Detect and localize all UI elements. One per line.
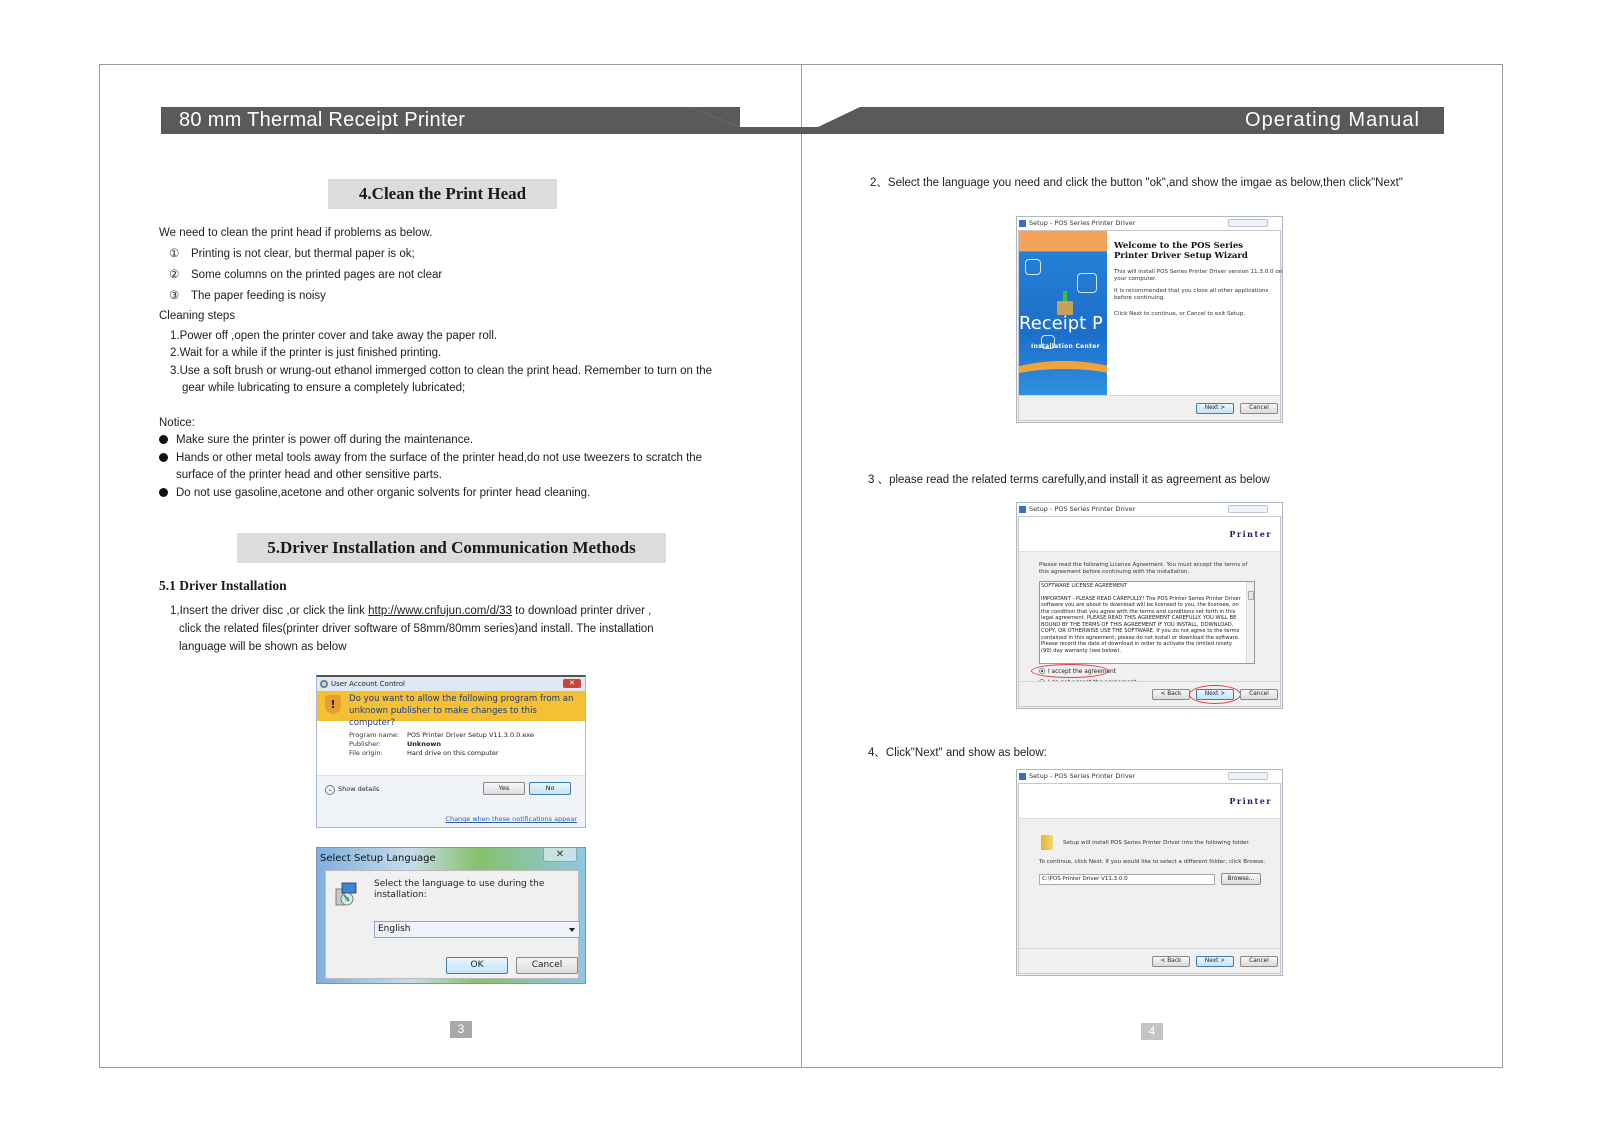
notice-text: Make sure the printer is power off during the maintenance. <box>176 434 474 446</box>
wizard-body <box>1019 819 1280 948</box>
cleaning-step-3-cont: gear while lubricating to ensure a completely lubricated; <box>182 382 466 394</box>
uac-row-label: Program name: <box>349 731 400 739</box>
license-heading: SOFTWARE LICENSE AGREEMENT <box>1041 583 1128 589</box>
step-4-text: 4、Click"Next" and show as below: <box>868 747 1047 759</box>
problem-text: Some columns on the printed pages are not clear <box>191 269 443 281</box>
welcome-paragraph-3: Click Next to continue, or Cancel to exit Setup. <box>1114 311 1246 317</box>
wizard-footer <box>1019 395 1280 420</box>
cancel-button[interactable]: Cancel <box>516 957 578 974</box>
chevron-down-icon: ⌄ <box>325 785 335 795</box>
cancel-button[interactable]: Cancel <box>1240 689 1278 700</box>
wizard-banner-image <box>1019 231 1107 401</box>
section-5-title: 5.Driver Installation and Communication Methods <box>237 533 666 563</box>
uac-title: User Account Control <box>331 680 405 688</box>
show-details-label: Show details <box>338 785 380 793</box>
problem-item-2 <box>169 268 442 282</box>
install-path-input[interactable]: C:\POS Printer Driver V11.3.0.0 <box>1039 874 1215 885</box>
uac-row-program <box>349 731 585 740</box>
uac-row-value: POS Printer Driver Setup V11.3.0.0.exe <box>407 731 534 739</box>
section-4-title: 4.Clean the Print Head <box>328 179 557 209</box>
next-button[interactable]: Next > <box>1196 956 1234 967</box>
setup-wizard-license <box>1016 502 1283 709</box>
page-number-left: 3 <box>450 1021 472 1038</box>
ok-button[interactable]: OK <box>446 957 508 974</box>
header-right-band <box>912 107 1444 134</box>
uac-row-value: Unknown <box>407 740 441 748</box>
install-step-1 <box>170 604 651 618</box>
setup-wizard-folder <box>1016 769 1283 976</box>
uac-question-line2: unknown publisher to make changes to this computer? <box>349 706 537 728</box>
notice-item-3 <box>159 486 590 500</box>
uac-dialog <box>316 675 586 828</box>
uac-row-label: File origin: <box>349 749 383 757</box>
bullet-icon <box>159 488 168 497</box>
back-button[interactable]: < Back <box>1152 956 1190 967</box>
dropdown-arrow-icon <box>569 928 575 932</box>
bullet-icon <box>159 453 168 462</box>
driver-download-link[interactable]: http://www.cnfujun.com/d/33 <box>368 605 512 617</box>
window-controls[interactable] <box>1228 505 1268 513</box>
banner-subtext: Installation Center <box>1031 343 1100 350</box>
lang-message-line1: Select the language to use during the <box>374 879 545 889</box>
printer-brand-logo: Printer <box>1229 796 1272 806</box>
license-intro: Please read the following License Agreement. You must accept the terms of this agreement before continuing with the installation. <box>1039 562 1248 575</box>
problem-marker: ② <box>169 269 180 281</box>
page-spine <box>801 64 802 1068</box>
uac-details <box>317 721 585 775</box>
welcome-heading-line2: Printer Driver Setup Wizard <box>1114 251 1248 261</box>
browse-button[interactable]: Browse... <box>1221 873 1261 885</box>
welcome-paragraph-1: This will install POS Series Printer Driver version 11.3.0.0 on your computer. <box>1114 269 1283 282</box>
wizard-title-bar <box>1017 770 1282 783</box>
wizard-footer <box>1019 681 1280 706</box>
accept-label: I accept the agreement <box>1048 669 1116 675</box>
folder-line-1: Setup will install POS Series Printer Driver into the following folder. <box>1063 840 1250 846</box>
lang-dialog-body <box>325 870 579 979</box>
problem-text: The paper feeding is noisy <box>191 290 326 302</box>
setup-wizard-welcome <box>1016 216 1283 423</box>
notice-item-2-cont: surface of the printer head and other sensitive parts. <box>176 469 442 481</box>
next-button[interactable]: Next > <box>1196 403 1234 414</box>
welcome-paragraph-2: It is recommended that you close all other applications before continuing. <box>1114 288 1269 301</box>
header-band-connector <box>690 107 912 134</box>
back-button[interactable]: < Back <box>1152 689 1190 700</box>
license-textbox[interactable] <box>1039 581 1255 664</box>
window-controls[interactable] <box>1228 772 1268 780</box>
problem-item-1 <box>169 247 415 261</box>
cleaning-steps-label: Cleaning steps <box>159 310 236 322</box>
header-right-title: Operating Manual <box>1245 109 1420 131</box>
yes-button[interactable]: Yes <box>483 782 525 795</box>
problem-item-3 <box>169 289 326 303</box>
license-body: IMPORTANT - PLEASE READ CAREFULLY! The POS Printer Series Printer Driver software you are about to download will be licensed to you, the licensee, on the condition that you agree with the terms and conditions set forth in this legal agreement. PLEASE READ THIS AGREEMENT CAREFULLY. YOU WILL BE BOUND BY THE TERMS OF THIS AGREEMENT IF YOU INSTALL, DOWNLOAD, COPY, OR OTHERWISE USE THE SOFTWARE. If you do not agree to the terms contained in this agreement, please do not install or download the software. Please record the date of download in order to activate the limited ninety (90) day warranty (see below). <box>1041 595 1241 654</box>
uac-footer <box>317 775 585 805</box>
wizard-content <box>1018 516 1281 707</box>
uac-row-label: Publisher: <box>349 740 381 748</box>
bullet-icon <box>159 435 168 444</box>
step-3-text: 3 、please read the related terms carefully,and install it as agreement as below <box>868 474 1270 486</box>
uac-question <box>317 691 585 728</box>
close-icon[interactable]: ✕ <box>563 679 581 688</box>
wizard-title: Setup - POS Series Printer Driver <box>1029 772 1136 780</box>
show-details-toggle[interactable] <box>325 785 379 795</box>
notice-text: Hands or other metal tools away from the surface of the printer head,do not use tweezers to scratch the <box>176 452 703 464</box>
window-controls[interactable] <box>1228 219 1268 227</box>
no-button[interactable]: No <box>529 782 571 795</box>
highlight-oval <box>1031 664 1109 678</box>
install-step-1-suffix: to download printer driver , <box>511 605 652 617</box>
header-left-title: 80 mm Thermal Receipt Printer <box>179 109 466 131</box>
wizard-title-bar <box>1017 217 1282 230</box>
wizard-footer <box>1019 948 1280 973</box>
setup-app-icon <box>1019 506 1026 513</box>
section-5-1-title: 5.1 Driver Installation <box>159 578 287 593</box>
install-step-1-line2: click the related files(printer driver software of 58mm/80mm series)and install. The installation <box>179 623 654 635</box>
header-left-band <box>161 107 691 134</box>
license-scrollbar[interactable] <box>1246 582 1254 663</box>
section-4-intro: We need to clean the print head if problems as below. <box>159 227 433 239</box>
banner-text: Receipt P <box>1019 313 1103 334</box>
setup-installer-icon <box>334 881 358 907</box>
next-button[interactable]: Next > <box>1196 689 1234 700</box>
wizard-title: Setup - POS Series Printer Driver <box>1029 219 1136 227</box>
install-step-1-prefix: 1,Insert the driver disc ,or click the link <box>170 605 369 617</box>
cleaning-step-3: 3.Use a soft brush or wrung-out ethanol immerged cotton to clean the print head. Remember to turn on the <box>170 365 713 377</box>
problem-text: Printing is not clear, but thermal paper is ok; <box>191 248 415 260</box>
install-step-1-line3: language will be shown as below <box>179 641 347 653</box>
lang-message-line2: installation: <box>374 890 427 900</box>
uac-shield-small-icon <box>320 680 328 688</box>
cleaning-step-2: 2.Wait for a while if the printer is just finished printing. <box>170 347 442 359</box>
lang-title-bar <box>317 848 585 870</box>
language-select[interactable] <box>374 921 580 938</box>
welcome-heading-line1: Welcome to the POS Series <box>1114 241 1244 251</box>
wizard-content <box>1018 783 1281 974</box>
problem-marker: ① <box>169 248 180 260</box>
setup-app-icon <box>1019 220 1026 227</box>
banner-square <box>1077 273 1097 293</box>
language-select-value: English <box>378 924 411 934</box>
notice-item-2 <box>159 451 702 465</box>
uac-question-line1: Do you want to allow the following program from an <box>349 694 574 704</box>
highlight-oval <box>1189 685 1241 704</box>
wizard-header <box>1019 517 1280 552</box>
setup-app-icon <box>1019 773 1026 780</box>
uac-row-publisher <box>349 740 585 749</box>
uac-title-bar <box>317 677 585 691</box>
select-language-dialog <box>316 847 586 984</box>
notice-item-1 <box>159 433 473 447</box>
page-number-right: 4 <box>1141 1023 1163 1040</box>
scrollbar-thumb[interactable] <box>1248 591 1254 600</box>
wizard-header <box>1019 784 1280 819</box>
banner-square <box>1025 259 1041 275</box>
problem-marker: ③ <box>169 290 180 302</box>
change-notifications-link[interactable]: Change when these notifications appear <box>445 815 577 823</box>
close-icon[interactable]: ✕ <box>543 848 577 862</box>
wizard-body <box>1019 552 1280 681</box>
wizard-content <box>1018 230 1281 421</box>
uac-row-origin <box>349 749 585 758</box>
welcome-heading <box>1114 241 1248 261</box>
folder-line-2: To continue, click Next. If you would like to select a different folder, click Browse. <box>1039 859 1266 865</box>
lang-dialog-title: Select Setup Language <box>320 853 436 864</box>
cancel-button[interactable]: Cancel <box>1240 956 1278 967</box>
wizard-title-bar <box>1017 503 1282 516</box>
uac-row-value: Hard drive on this computer <box>407 749 499 757</box>
cleaning-step-1: 1.Power off ,open the printer cover and take away the paper roll. <box>170 330 498 342</box>
lang-message <box>374 879 544 901</box>
printer-brand-logo: Printer <box>1229 529 1272 539</box>
warning-shield-icon: ! <box>325 695 341 714</box>
notice-text: Do not use gasoline,acetone and other organic solvents for printer head cleaning. <box>176 487 591 499</box>
notice-label: Notice: <box>159 417 195 429</box>
cancel-button[interactable]: Cancel <box>1240 403 1278 414</box>
folder-icon <box>1041 835 1053 850</box>
wizard-title: Setup - POS Series Printer Driver <box>1029 505 1136 513</box>
step-2-text: 2、Select the language you need and click the button "ok",and show the imgae as below,then click"Next" <box>870 177 1403 189</box>
